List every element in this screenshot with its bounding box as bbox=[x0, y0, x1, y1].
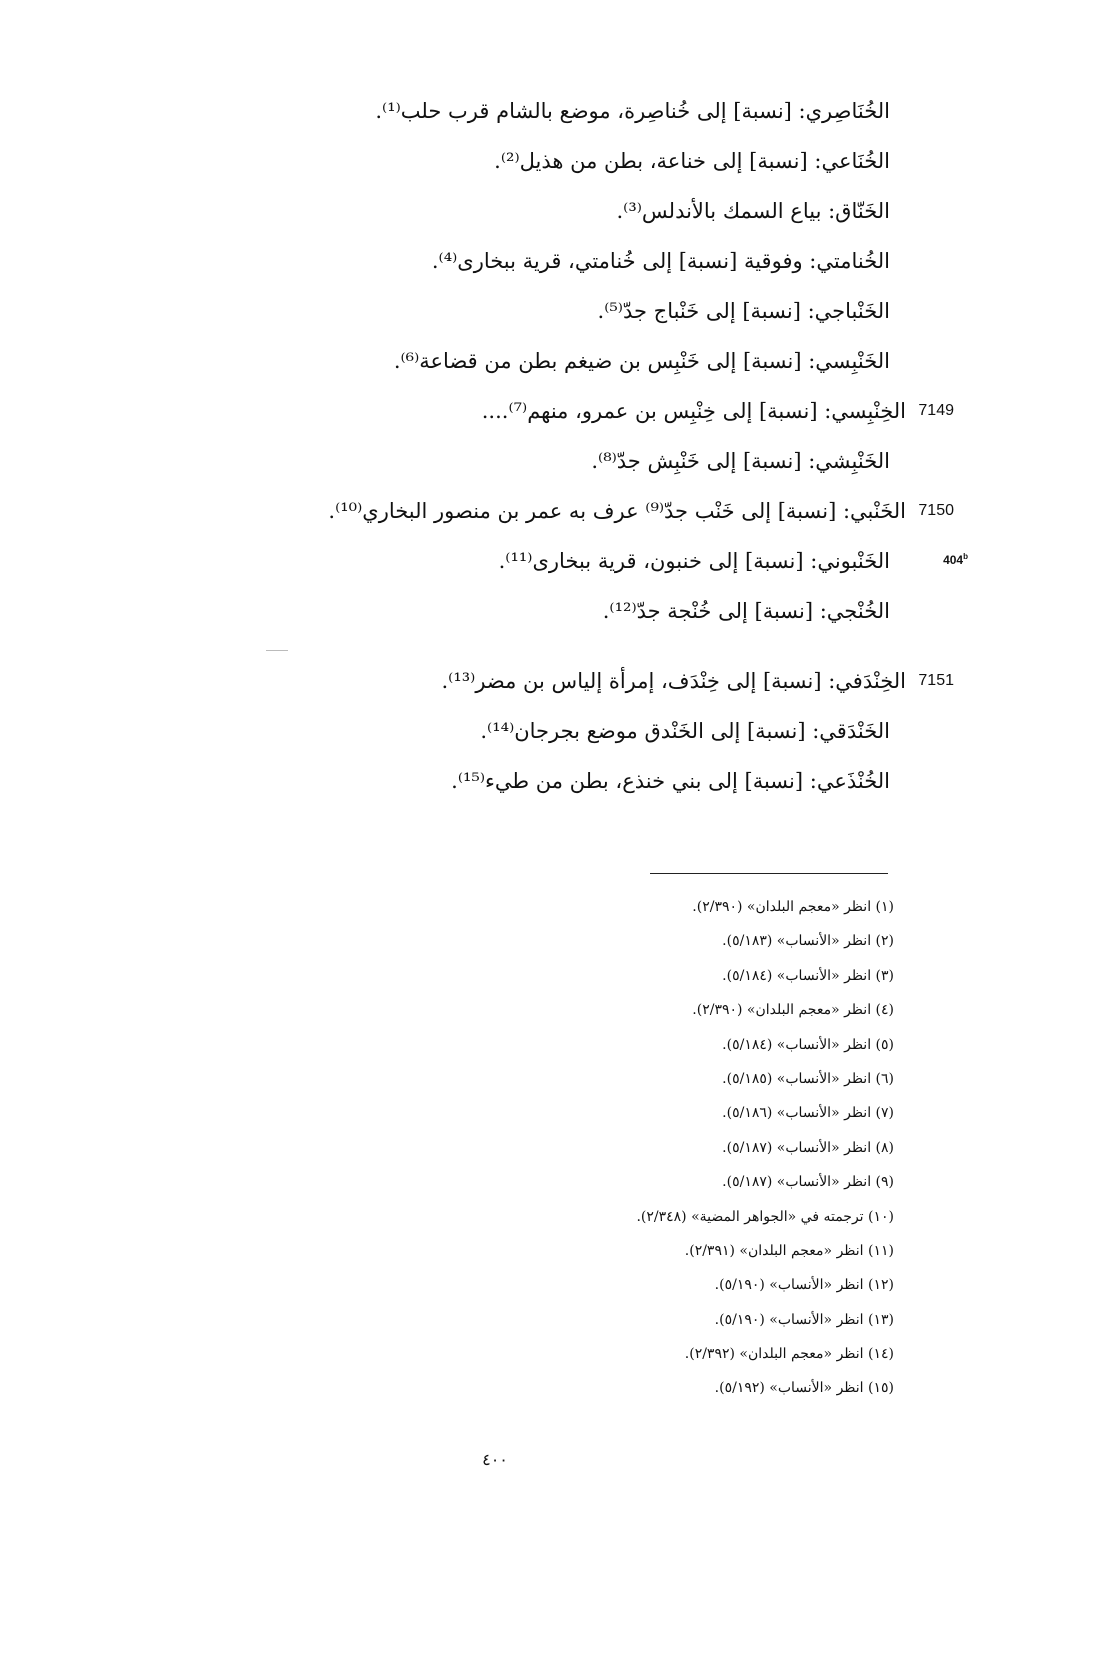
entry-text: الخَنْبوني: [نسبة] إلى خنبون، قرية ببخارى⁽¹¹⁾. bbox=[498, 549, 890, 573]
footnote: (١١) انظر «معجم البلدان» (٢/٣٩١). bbox=[684, 1242, 894, 1259]
footnote: (٨) انظر «الأنساب» (٥/١٨٧). bbox=[722, 1139, 894, 1156]
footnote-separator bbox=[650, 873, 888, 874]
footnote: (٦) انظر «الأنساب» (٥/١٨٥). bbox=[722, 1070, 894, 1087]
entry-text: الخَنّاق: بياع السمك بالأندلس⁽³⁾. bbox=[616, 199, 890, 223]
footnote: (١٢) انظر «الأنساب» (٥/١٩٠). bbox=[714, 1277, 894, 1294]
footnote: (٩) انظر «الأنساب» (٥/١٨٧). bbox=[722, 1174, 894, 1191]
entry-text: الخُنامتي: وفوقية [نسبة] إلى خُنامتي، قرية ببخارى⁽⁴⁾. bbox=[431, 249, 890, 273]
entry bbox=[0, 136, 1100, 186]
entry bbox=[0, 706, 1100, 756]
folio-number: 404 bbox=[943, 553, 964, 567]
footnote: (١) انظر «معجم البلدان» (٢/٣٩٠). bbox=[692, 899, 894, 915]
footnote: (٥) انظر «الأنساب» (٥/١٨٤). bbox=[722, 1036, 894, 1053]
folio-side: b bbox=[963, 552, 968, 561]
entry-text: الخَنْبي: [نسبة] إلى خَنْب جدّ⁽⁹⁾ عرف به عمر بن منصور البخاري⁽¹⁰⁾. bbox=[328, 499, 906, 523]
entry bbox=[0, 756, 1100, 806]
entry-text: الخِنْدَفي: [نسبة] إلى خِنْدَف، إمرأة إلياس بن مضر⁽¹³⁾. bbox=[441, 669, 906, 693]
entry bbox=[0, 586, 1100, 636]
entry-text: الخَنْبِشي: [نسبة] إلى خَنْبِش جدّ⁽⁸⁾. bbox=[591, 449, 890, 473]
entry-number: 7149 bbox=[918, 402, 954, 419]
entry-text: الخِنْبِسي: [نسبة] إلى خِنْبِس بن عمرو، منهم⁽⁷⁾.... bbox=[481, 399, 906, 423]
entry bbox=[0, 336, 1100, 386]
entry bbox=[0, 236, 1100, 286]
footnote: (٧) انظر «الأنساب» (٥/١٨٦). bbox=[722, 1105, 894, 1122]
entry-text: الخَنْبِسي: [نسبة] إلى خَنْبِس بن ضيغم بطن من قضاعة⁽⁶⁾. bbox=[393, 349, 890, 373]
entries-list bbox=[0, 86, 1100, 806]
footnote: (١٤) انظر «معجم البلدان» (٢/٣٩٢). bbox=[684, 1346, 894, 1363]
entry-text: الخُنَاصِري: [نسبة] إلى خُناصِرة، موضع بالشام قرب حلب⁽¹⁾. bbox=[375, 99, 890, 123]
entry bbox=[0, 656, 1100, 706]
entry bbox=[0, 86, 1100, 136]
entry bbox=[0, 436, 1100, 486]
entry-text: الخَنْباجي: [نسبة] إلى خَنْباج جدّ⁽⁵⁾. bbox=[597, 299, 890, 323]
footnote: (١٥) انظر «الأنساب» (٥/١٩٢). bbox=[714, 1380, 894, 1397]
footnote: (٤) انظر «معجم البلدان» (٢/٣٩٠). bbox=[692, 1002, 894, 1019]
entry-number: 7151 bbox=[918, 672, 954, 689]
footnote: (١٠) ترجمته في «الجواهر المضية» (٢/٣٤٨). bbox=[636, 1208, 894, 1225]
scan-artifact-dash bbox=[266, 650, 288, 651]
entry bbox=[0, 186, 1100, 236]
entry bbox=[0, 486, 1100, 536]
entry-text: الخُنْذَعي: [نسبة] إلى بني خنذع، بطن من طيء⁽¹⁵⁾. bbox=[451, 769, 890, 793]
page-number: ٤٠٠ bbox=[482, 1450, 508, 1469]
entry bbox=[0, 536, 1100, 586]
entry bbox=[0, 386, 1100, 436]
entry bbox=[0, 286, 1100, 336]
footnote: (٢) انظر «الأنساب» (٥/١٨٣). bbox=[722, 933, 894, 950]
entry-number: 7150 bbox=[918, 502, 954, 519]
entry-text: الخُنَاعي: [نسبة] إلى خناعة، بطن من هذيل⁽²⁾. bbox=[494, 149, 890, 173]
entry-text: الخُنْجي: [نسبة] إلى خُنْجة جدّ⁽¹²⁾. bbox=[602, 599, 890, 623]
entry-text: الخَنْدَقي: [نسبة] إلى الخَنْدق موضع بجرجان⁽¹⁴⁾. bbox=[480, 719, 890, 743]
manuscript-folio-mark bbox=[943, 552, 968, 567]
footnote: (٣) انظر «الأنساب» (٥/١٨٤). bbox=[722, 967, 894, 984]
footnote: (١٣) انظر «الأنساب» (٥/١٩٠). bbox=[714, 1311, 894, 1328]
footnotes-list bbox=[636, 890, 894, 1406]
